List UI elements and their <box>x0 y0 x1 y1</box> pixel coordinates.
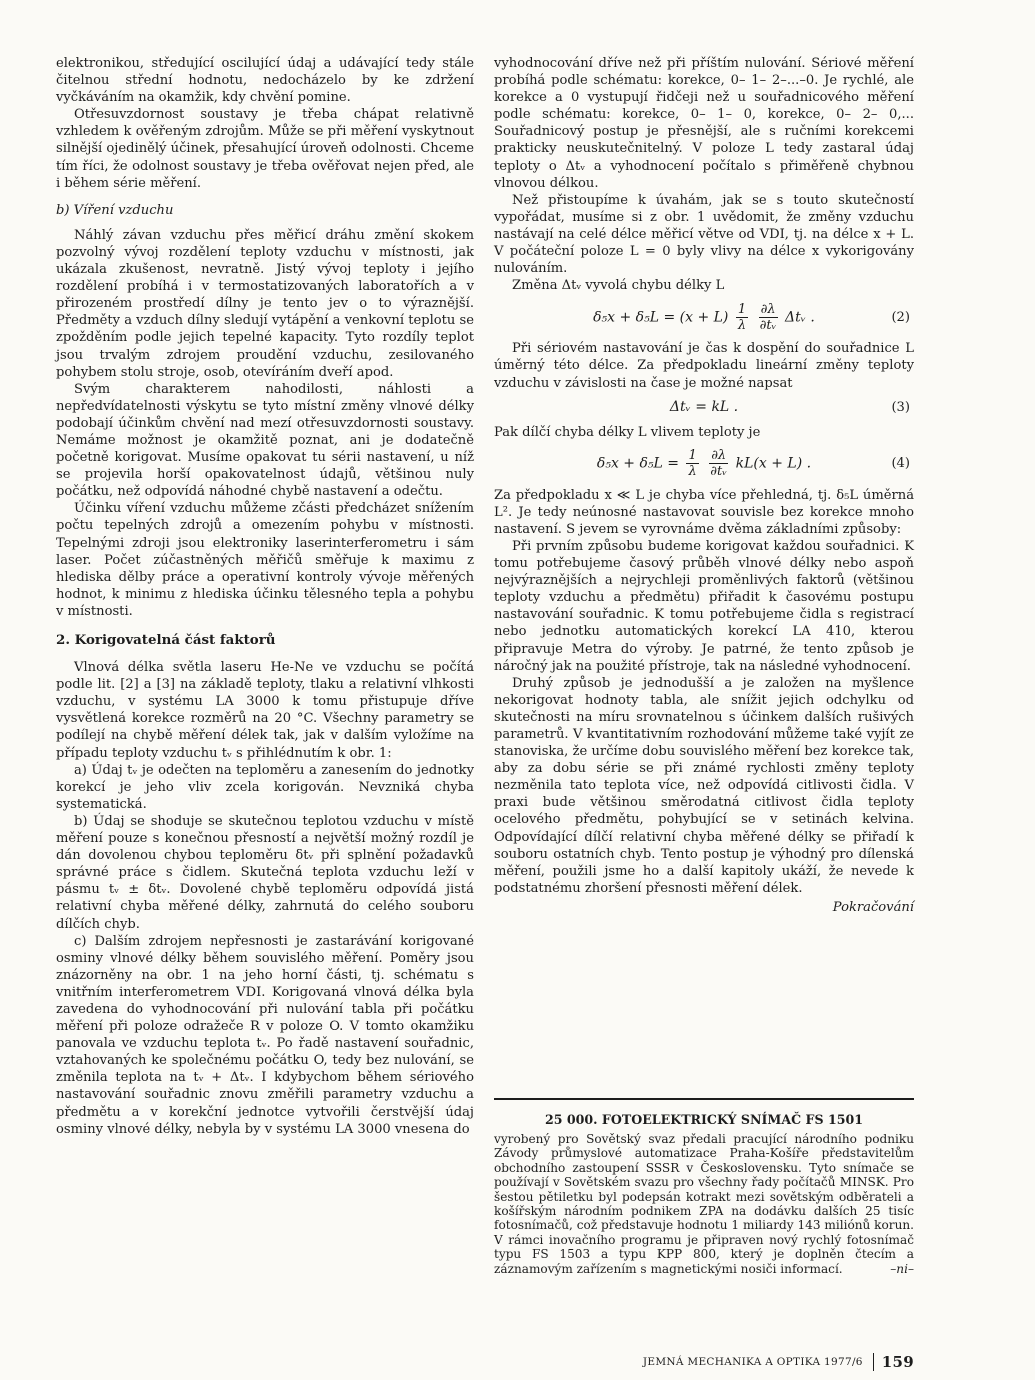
fraction <box>686 448 698 479</box>
paragraph: vyhodnocování dříve než při příštím nulování. Sériové měření probíhá podle schématu: korekce, 0– 1– 2–...–0. Je rychlé, ale korekce a 0 vystupují řidčeji než u souřadnicového měření podle schématu: korekce, 0– 1– 0, korekce, 0– 2– 0,... Souřadnicový postup je přesnější, ale s ručními korekcemi prakticky neuskutečnitelný. V poloze L tedy zastaral údaj teploty o Δtᵥ a vyhodnocení počítalo s přiměřeně chybnou vlnovou délkou. <box>494 56 914 191</box>
paragraph: Náhlý závan vzduchu přes měřicí dráhu změní skokem pozvolný vývoj rozdělení teploty vzduchu v místnosti, jak ukázala zkušenost, nevratně. Jistý vývoj teploty i jejího rozdělení probíhá i v termostatizovaných laboratořích a v přirozeném prostředí dílny je tento jev o to výraznější. Předměty a vzduch dílny sledují vytápění a venkovní teplotu se zpožděním podle jejich tepelné kapacity. Tyto rozdíly teplot jsou trvalým zdrojem proudění vzduchu, zesilovaného pohybem stolu stroje, osob, otevíráním dveří apod. <box>56 227 474 380</box>
paragraph: Svým charakterem nahodilosti, náhlosti a nepředvídatelnosti výskytu se tyto místní změny vlnové délky podobají účinkům chvění nad mezí otřesuvzdornosti soustavy. Nemáme možnost je okamžitě poznat, ani je dodatečně početně korigovat. Musíme opakovat tu sérii nastavení, u níž se projevila horší opakovatelnost údajů, většinou nuly počátku, než odpovídá náhodné chybě nastavení a odečtu. <box>56 381 474 500</box>
equation-number: (4) <box>891 456 910 472</box>
paragraph: Za předpokladu x ≪ L je chyba více přehledná, tj. δ₅L úměrná L². Je tedy neúnosné nastavovat souvisle bez korekce mnoho nastavení. S jevem se vyrovnáme dvěma základními způsoby: <box>494 487 914 537</box>
equation-rhs: Δtᵥ . <box>785 309 815 326</box>
news-divider <box>494 1098 914 1100</box>
page-number: 159 <box>881 1353 914 1371</box>
fraction-denominator: ∂tᵥ <box>759 317 777 333</box>
fraction <box>709 448 728 479</box>
news-text: vyrobený pro Sovětský svaz předali pracující národního podniku Závody průmyslové automatizace Praha-Košíře představitelům obchodního zastoupení SSSR v Československu. Tyto snímače se používají v Sovětském svazu pro všechny řady počítačů MINSK. Pro šestou pětiletku byl podepsán kotrakt mezi sovětským odběrateli a košířským národním podnikem ZPA na dodávku dalších 25 tisíc fotosnímačů, což představuje hodnotu 1 miliardy 143 miliónů korun. V rámci inovačního programu je připraven nový rychlý fotosnímač typu FS 1503 a typu KPP 800, který je doplněn čtecím a záznamovým zařízením s magnetickými nosiči informací. <box>494 1132 914 1276</box>
journal-name: JEMNÁ MECHANIKA A OPTIKA 1977/6 <box>642 1356 863 1368</box>
paragraph: Změna Δtᵥ vyvolá chybu délky L <box>512 278 725 294</box>
fraction-denominator: λ <box>737 317 747 333</box>
footer-separator <box>873 1353 874 1371</box>
paragraph: Vlnová délka světla laseru He-Ne ve vzduchu se počítá podle lit. [2] a [3] na základě teploty, tlaku a relativní vlhkosti vzduchu, v systému LA 3000 k tomu přistupuje dříve vysvětlená korekce rozměrů na 20 °C. Všechny parametry se podílejí na chybě měření délek tak, jak v dalším vyložíme na případu teploty vzduchu tᵥ s přihlédnutím k obr. 1: <box>56 660 474 761</box>
fraction-numerator: 1 <box>737 301 747 317</box>
subsection-heading: b) Víření vzduchu <box>56 202 174 218</box>
news-title: 25 000. FOTOELEKTRICKÝ SNÍMAČ FS 1501 <box>544 1112 864 1127</box>
paragraph: Pak dílčí chyba délky L vlivem teploty je <box>494 424 761 440</box>
paragraph: Při prvním způsobu budeme korigovat každou souřadnici. K tomu potřebujeme časový průběh vlnové délky nebo aspoň nejvýraznějších a nejrychleji proměnlivých faktorů (většinou teploty vzduchu a předmětu) přiřadit k časovému postupu nastavování souřadnic. K tomu potřebujeme čidla s registrací nebo jednotku automatických korekcí LA 410, kterou připravuje Metra do výroby. Je patrné, že tento způsob je náročný jak na použité přístroje, tak na následné vyhodnocení. <box>494 538 914 674</box>
equation-body <box>494 448 914 479</box>
list-item: c) Dalším zdrojem nepřesnosti je zastarávání korigované osminy vlnové délky během souvislého měření. Poměry jsou znázorněny na obr. 1 na jeho horní části, tj. schématu s vnitřním interferometrem VDI. Korigovaná vlnová délka byla zavedena do vyhodnocování při nulování tabla při počátku měření při poloze odražeče R v poloze O. V tomto okamžiku panovala ve vzduchu teplota tᵥ. Po řadě nastavení souřadnic, vztahovaných ke společnému počátku O, tedy bez nulování, se změnila teplota na tᵥ + Δtᵥ. I kdybychom během sériového nastavování souřadnic znovu změřili parametry vzduchu a předmětu a v korekční jednotce vytvořili čerstvější údaj osminy vlnové délky, nebyla by v systému LA 3000 vnesena do <box>56 933 474 1137</box>
equation-2 <box>494 294 914 340</box>
paragraph: Druhý způsob je jednodušší a je založen na myšlence nekorigovat hodnoty tabla, ale snížit jejich odchylku od skutečnosti na míru srovnatelnou s účinkem dalších rušivých parametrů. V kvantitativním rozhodování můžeme také vyjít ze stanoviska, že určíme dobu souvislého měření bez korekce tak, aby za dobu série se při známé rychlosti změny teploty nezměnila tato teplota více, než odpovídá citlivosti čidla. V praxi bude většinou směrodatná citlivost čidla teploty ocelového předmětu, pohybující se v setinách kelvina. Odpovídající dílčí relativní chyba měřené délky se přiřadí k souboru ostatních chyb. Tento postup je výhodný pro dílenská měření, použili jsme ho a další kapitoly ukáží, že nevede k podstatnému zhoršení přesnosti měření délek. <box>494 675 914 896</box>
continuation-note: Pokračování <box>832 899 914 915</box>
paragraph: elektronikou, středující oscilující údaj a udávající tedy stále čitelnou střední hodnotu, nedocházelo by ke zdržení vyčkáváním na okamžik, kdy chvění pomine. <box>56 56 474 106</box>
equation-body: Δtᵥ = kL . <box>669 399 739 416</box>
equation-lhs: δ₅x + δ₅L = <box>596 455 680 472</box>
fraction <box>759 302 778 333</box>
page-footer <box>494 1353 914 1371</box>
paragraph: Při sériovém nastavování je čas k dospění do souřadnice L úměrný této délce. Za předpokladu lineární změny teploty vzduchu v závislosti na čase je možné napsat <box>494 341 914 391</box>
equation-lhs: δ₅x + δ₅L = (x + L) <box>593 309 729 326</box>
fraction-numerator: 1 <box>688 448 697 464</box>
equation-body <box>494 302 914 333</box>
equation-rhs: kL(x + L) . <box>735 455 812 472</box>
list-item: a) Údaj tᵥ je odečten na teploměru a zanesením do jednotky korekcí je jeho vliv zcela korigován. Nevzniká chyba systematická. <box>56 762 474 812</box>
paragraph: Než přistoupíme k úvahám, jak se s touto skutečností vypořádat, musíme si z obr. 1 uvědomit, že změny vzduchu nastávají na celé délce měřicí větve od VDI, tj. na délce x + L. V počáteční poloze L = 0 byly vlivy na délce x vykorigovány nulováním. <box>494 192 914 277</box>
fraction-numerator: ∂λ <box>760 301 776 317</box>
equation-3 <box>494 392 914 424</box>
news-box <box>494 1132 914 1276</box>
paragraph: Otřesuvzdornost soustavy je třeba chápat relativně vzhledem k ověřeným zdrojům. Může se při měření vyskytnout silnější ojedinělý účinek, přesahující úroveň odolnosti. Chceme tím říci, že odolnost soustavy je třeba ověřovat nejen před, ale i během série měření. <box>56 107 474 191</box>
paragraph: Účinku víření vzduchu můžeme zčásti předcházet snížením počtu tepelných zdrojů a omezením pohybu v místnosti. Tepelnými zdroji jsou elektroniky laserinterferometru i sám laser. Počet zúčastněných měřičů směřuje k maximu z hlediska dělby práce a operativní kontroly vývoje měřených hodnot, k minimu z hlediska účinku tělesného tepla a pohybu v místnosti. <box>56 501 474 619</box>
list-item: b) Údaj se shoduje se skutečnou teplotou vzduchu v místě měření pouze s konečnou přesností a největší možný rozdíl je dán dovolenou chybou teploměru δtᵥ při splnění požadavků správné práce s čidlem. Skutečná teplota vzduchu leží v pásmu tᵥ ± δtᵥ. Dovolené chybě teploměru odpovídá jistá relativní chyba měřené délky, zahrnutá do celého souboru dílčích chyb. <box>56 813 474 932</box>
right-column <box>494 55 914 916</box>
fraction-numerator: ∂λ <box>711 448 727 464</box>
left-column <box>56 55 474 1138</box>
fraction-denominator: ∂tᵥ <box>710 464 728 480</box>
fraction-denominator: λ <box>688 464 697 480</box>
news-signature: –ni– <box>890 1261 914 1276</box>
section-heading: 2. Korigovatelná část faktorů <box>56 632 276 648</box>
equation-number: (3) <box>891 400 910 416</box>
equation-4 <box>494 441 914 487</box>
fraction <box>736 302 748 333</box>
equation-number: (2) <box>891 309 910 325</box>
